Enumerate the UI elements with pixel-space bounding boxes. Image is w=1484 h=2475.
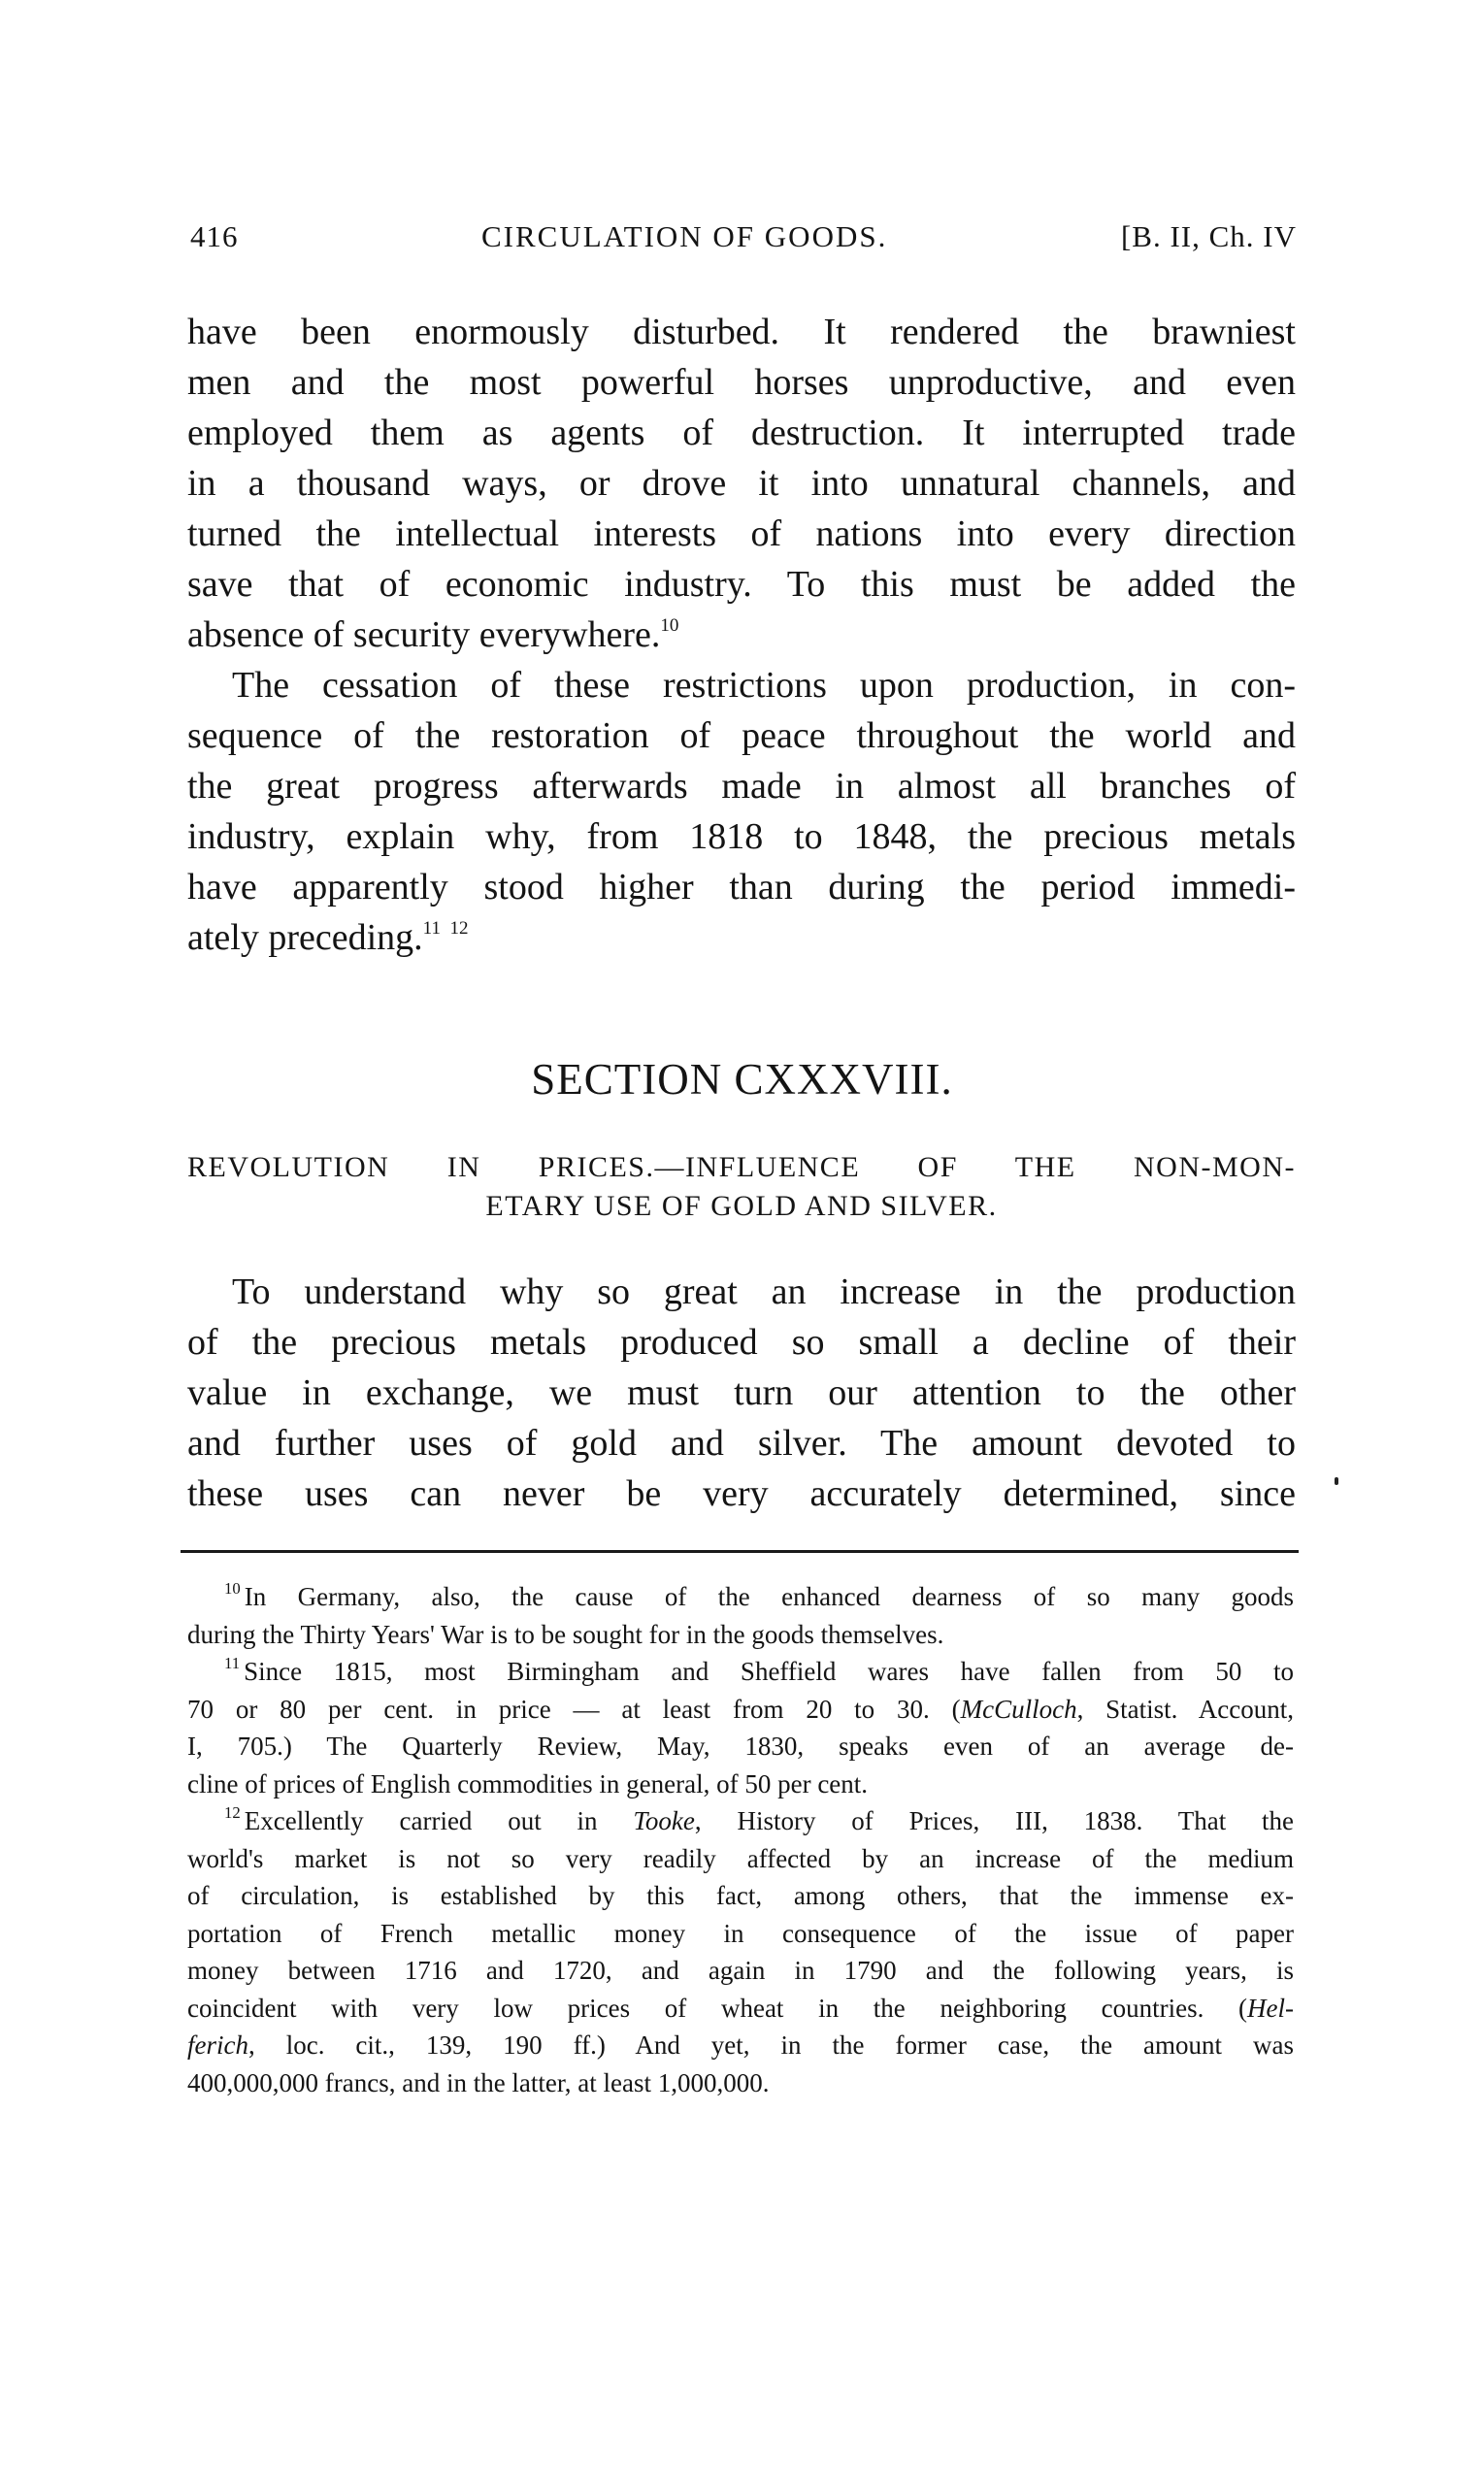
section-heading: SECTION CXXXVIII. xyxy=(531,1055,953,1104)
footnote-11-line: I, 705.) The Quarterly Review, May, 1830, speaks even of an average de- xyxy=(187,1732,1294,1761)
footnote-number: 12 xyxy=(224,1803,241,1823)
paragraph-2 xyxy=(187,660,1296,963)
text-line: have been enormously disturbed. It rendered the brawniest xyxy=(187,312,1296,352)
text-line: of the precious metals produced so small a decline of their xyxy=(187,1322,1296,1363)
section-paragraph xyxy=(187,1267,1296,1519)
footnote-10-line: during the Thirty Years' War is to be sought for in the goods themselves. xyxy=(187,1619,944,1649)
footnote-ref-10[interactable]: 10 xyxy=(660,614,679,636)
text-line-content: absence of security everywhere. xyxy=(187,614,661,655)
footnote-ref-12[interactable]: 12 xyxy=(449,917,469,939)
subtitle-line: REVOLUTION IN PRICES.—INFLUENCE OF THE NON-MON- xyxy=(187,1151,1296,1183)
text-line-content: ately preceding. xyxy=(187,917,423,958)
page-number: 416 xyxy=(190,219,239,253)
footnote-text: , loc. cit., 139, 190 ff.) And yet, in the former case, the amount was xyxy=(247,2030,1294,2060)
text-line: the great progress afterwards made in almost all branches of xyxy=(187,766,1296,807)
footnote-text: Excellently carried out in xyxy=(244,1806,634,1835)
footnote-11-line xyxy=(187,1653,1294,1691)
footnote-number: 10 xyxy=(224,1579,241,1599)
scan-speck xyxy=(1335,1477,1338,1485)
footnote-text: coincident with very low prices of wheat in the neighboring countries. ( xyxy=(187,1993,1248,2023)
text-line: and further uses of gold and silver. The amount devoted to xyxy=(187,1423,1296,1464)
footnote-12-line xyxy=(187,1990,1294,2028)
text-line: men and the most powerful horses unproductive, and even xyxy=(187,362,1296,403)
footnote-12-line xyxy=(187,2027,1294,2064)
footnote-number: 11 xyxy=(224,1654,241,1673)
footnote-12-line: money between 1716 and 1720, and again in 1790 and the following years, is xyxy=(187,1956,1294,1985)
citation-author: Hel- xyxy=(1247,1993,1294,2023)
text-line xyxy=(187,610,1296,660)
text-line: in a thousand ways, or drove it into unnatural channels, and xyxy=(187,463,1296,504)
section-subtitle xyxy=(187,1148,1296,1226)
footnote-12-line: portation of French metallic money in consequence of the issue of paper xyxy=(187,1918,1294,1948)
footnote-ref-11[interactable]: 11 xyxy=(422,917,441,939)
text-line: turned the intellectual interests of nations into every direction xyxy=(187,513,1296,554)
footnote-11-line xyxy=(187,1691,1294,1729)
footnote-text: Since 1815, most Birmingham and Sheffield wares have fallen from 50 to xyxy=(244,1657,1294,1686)
text-line: The cessation of these restrictions upon production, in con- xyxy=(232,665,1296,706)
footnote-12-line xyxy=(187,1802,1294,1840)
citation-author: McCulloch xyxy=(960,1694,1077,1724)
footnote-text: , Statist. Account, xyxy=(1076,1694,1294,1724)
chapter-reference: [B. II, Ch. IV xyxy=(1120,219,1297,253)
text-line: sequence of the restoration of peace throughout the world and xyxy=(187,715,1296,756)
footnote-12-line: world's market is not so very readily affected by an increase of the medium xyxy=(187,1843,1294,1873)
footnote-text: 70 or 80 per cent. in price — at least from 20 to 30. ( xyxy=(187,1694,961,1724)
running-title: CIRCULATION OF GOODS. xyxy=(481,219,888,253)
text-line: these uses can never be very accurately determined, since xyxy=(187,1473,1296,1514)
text-line: value in exchange, we must turn our attention to the other xyxy=(187,1372,1296,1413)
footnote-12-line: of circulation, is established by this fact, among others, that the immense ex- xyxy=(187,1881,1294,1910)
subtitle-line: ETARY USE OF GOLD AND SILVER. xyxy=(485,1190,998,1222)
text-line: have apparently stood higher than during the period immedi- xyxy=(187,867,1296,908)
footnotes xyxy=(187,1578,1294,2101)
footnote-text: , History of Prices, III, 1838. That the xyxy=(694,1806,1294,1835)
citation-author: ferich xyxy=(187,2030,248,2060)
text-line: save that of economic industry. To this must be added the xyxy=(187,564,1296,605)
text-line: To understand why so great an increase in the production xyxy=(232,1271,1296,1312)
text-line: employed them as agents of destruction. It interrupted trade xyxy=(187,412,1296,453)
text-line xyxy=(187,912,1296,963)
footnote-10-line xyxy=(187,1578,1294,1616)
footnote-12-line: 400,000,000 francs, and in the latter, at least 1,000,000. xyxy=(187,2067,770,2097)
text-line: industry, explain why, from 1818 to 1848, the precious metals xyxy=(187,816,1296,857)
footnote-divider xyxy=(181,1550,1299,1553)
footnote-11-line: cline of prices of English commodities in general, of 50 per cent. xyxy=(187,1768,869,1798)
running-head xyxy=(190,219,1297,262)
footnote-text: In Germany, also, the cause of the enhanced dearness of so many goods xyxy=(244,1582,1294,1611)
citation-author: Tooke xyxy=(633,1806,695,1835)
paragraph-1 xyxy=(187,307,1296,660)
